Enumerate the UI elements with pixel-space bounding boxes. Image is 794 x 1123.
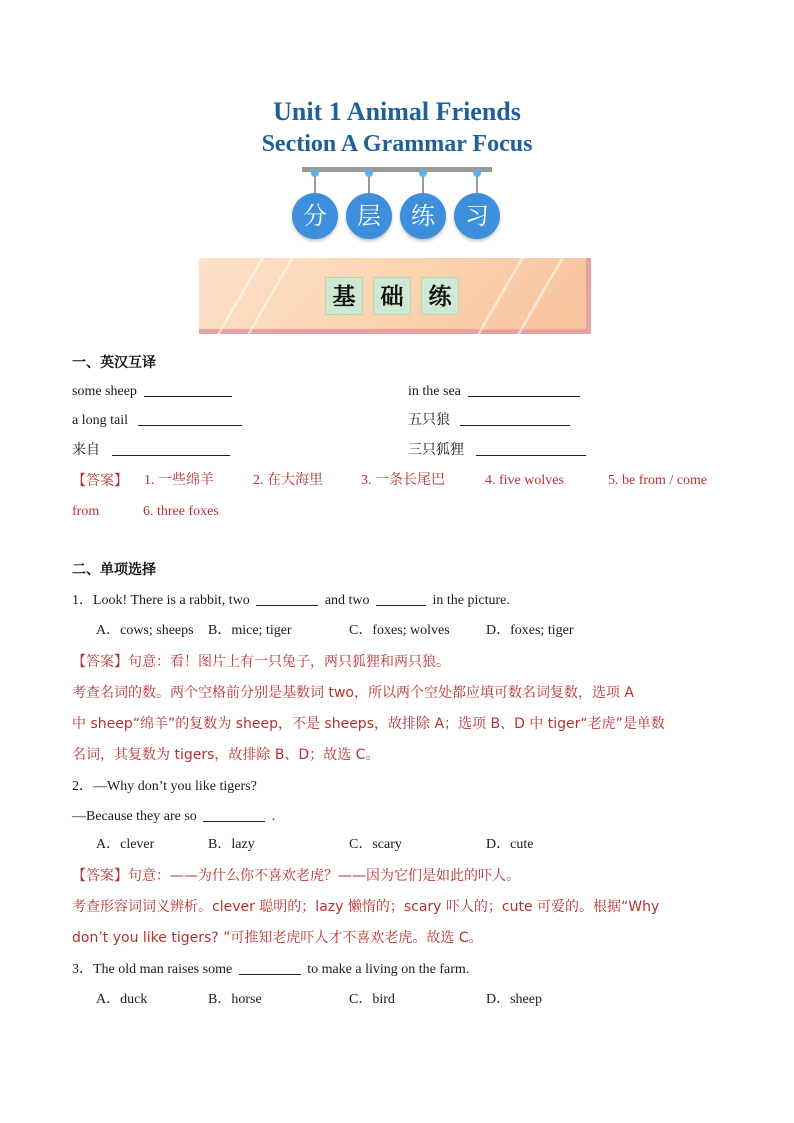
- item-text: 来自: [72, 442, 100, 458]
- answer-line: [72, 866, 520, 886]
- question-stem: [72, 959, 469, 980]
- answer-blank[interactable]: [112, 440, 230, 456]
- option-b[interactable]: B．lazy: [208, 837, 255, 852]
- answer-blank[interactable]: [468, 381, 580, 397]
- translate-item: [408, 410, 570, 430]
- item-text: 三只狐狸: [408, 442, 464, 458]
- page-subtitle: Section A Grammar Focus: [261, 131, 533, 157]
- answer-meaning: 句意：看！图片上有一只兔子，两只狐狸和两只狼。: [128, 654, 450, 670]
- answer-blank[interactable]: [476, 440, 586, 456]
- answer-line: [72, 471, 128, 492]
- badge-circle: 分: [292, 193, 338, 239]
- explanation-line: don’t you like tigers? ”可推知老虎吓人才不喜欢老虎。故选 C。: [72, 930, 483, 946]
- badge-circle: 习: [454, 193, 500, 239]
- translate-item: [408, 381, 580, 402]
- answer-blank[interactable]: [239, 959, 301, 975]
- decor-rail: [302, 167, 492, 172]
- question-stem: 2．—Why don’t you like tigers?: [72, 779, 257, 794]
- answer-line: [72, 652, 450, 672]
- answer-tag: 【答案】: [72, 868, 128, 884]
- option-d[interactable]: D．cute: [486, 837, 534, 852]
- explanation-line: 中 sheep“绵羊”的复数为 sheep，不是 sheeps，故排除 A；选项 B、D 中 tiger“老虎”是单数: [72, 716, 665, 732]
- question-stem: [72, 806, 275, 827]
- answer-blank[interactable]: [144, 381, 232, 397]
- item-text: 五只狼: [408, 412, 450, 428]
- answer-value: 5. be from / come: [608, 473, 708, 488]
- stem-text: in the picture.: [432, 593, 510, 608]
- section-heading: 二、单项选择: [72, 562, 156, 578]
- stem-text: to make a living on the farm.: [307, 962, 470, 977]
- option-b[interactable]: B．horse: [208, 992, 262, 1007]
- item-text: a long tail: [72, 413, 128, 428]
- option-b[interactable]: B．mice; tiger: [208, 623, 292, 638]
- answer-blank[interactable]: [203, 806, 265, 822]
- answer-tag: 【答案】: [72, 473, 128, 489]
- page-title: Unit 1 Animal Friends: [273, 97, 521, 126]
- question-stem: [72, 590, 510, 611]
- explanation-line: 名词，其复数为 tigers，故排除 B、D；故选 C。: [72, 747, 380, 763]
- item-text: in the sea: [408, 384, 461, 399]
- banner-char: 基: [325, 277, 363, 315]
- explanation-line: 考查形容词词义辨析。clever 聪明的；lazy 懒惰的；scary 吓人的；cute 可爱的。根据“Why: [72, 899, 660, 915]
- option-d[interactable]: D．foxes; tiger: [486, 623, 574, 638]
- banner-char: 础: [373, 277, 411, 315]
- answer-blank[interactable]: [376, 590, 426, 606]
- badge-circle: 层: [346, 193, 392, 239]
- stem-text: and two: [324, 593, 370, 608]
- answer-value: 1. 一些绵羊: [144, 473, 214, 488]
- banner-char: 练: [421, 277, 459, 315]
- option-c[interactable]: C．foxes; wolves: [349, 623, 450, 638]
- answer-tag: 【答案】: [72, 654, 128, 670]
- stem-text: 3．The old man raises some: [72, 962, 233, 977]
- answer-value: 3. 一条长尾巴: [361, 473, 445, 488]
- translate-item: [72, 381, 232, 402]
- option-a[interactable]: A．clever: [96, 837, 155, 852]
- answer-meaning: 句意：——为什么你不喜欢老虎？——因为它们是如此的吓人。: [128, 868, 520, 884]
- option-a[interactable]: A．cows; sheeps: [96, 623, 194, 638]
- stem-text: —Because they are so: [72, 809, 197, 824]
- stem-text: .: [271, 809, 276, 824]
- translate-item: [72, 440, 230, 460]
- option-c[interactable]: C．scary: [349, 837, 402, 852]
- translate-item: [408, 440, 586, 460]
- answer-blank[interactable]: [256, 590, 318, 606]
- option-d[interactable]: D．sheep: [486, 992, 542, 1007]
- answer-value: 6. three foxes: [143, 504, 219, 519]
- translate-item: [72, 410, 242, 431]
- stem-text: 1．Look! There is a rabbit, two: [72, 593, 250, 608]
- answer-value: from: [72, 504, 100, 519]
- section-heading: 一、英汉互译: [72, 355, 156, 371]
- explanation-line: 考查名词的数。两个空格前分别是基数词 two，所以两个空处都应填可数名词复数，选项 A: [72, 685, 634, 701]
- answer-value: 2. 在大海里: [253, 473, 323, 488]
- answer-blank[interactable]: [460, 410, 570, 426]
- answer-blank[interactable]: [138, 410, 242, 426]
- option-a[interactable]: A．duck: [96, 992, 148, 1007]
- option-c[interactable]: C．bird: [349, 992, 395, 1007]
- item-text: some sheep: [72, 384, 137, 399]
- badge-circle: 练: [400, 193, 446, 239]
- answer-value: 4. five wolves: [485, 473, 564, 488]
